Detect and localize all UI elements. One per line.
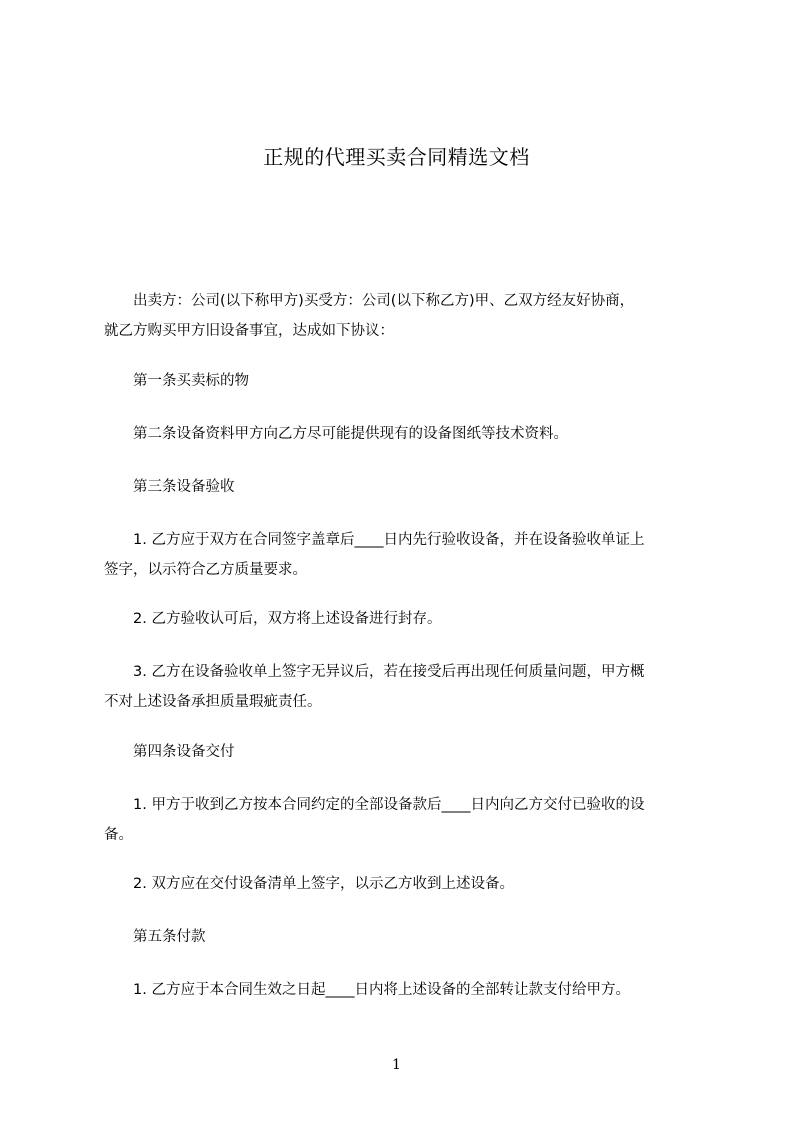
paragraph-line: 第五条付款 <box>104 929 206 945</box>
paragraph-line: 3. 乙方在设备验收单上签字无异议后，若在接受后再出现任何质量问题，甲方概 <box>104 664 645 680</box>
document-title: 正规的代理买卖合同精选文档 <box>263 145 530 169</box>
paragraph-line: 不对上述设备承担质量瑕疵责任。 <box>104 694 322 710</box>
article-1-heading <box>104 366 702 396</box>
paragraph-line: 2. 乙方验收认可后，双方将上述设备进行封存。 <box>104 611 442 627</box>
article-4-item-2 <box>104 869 702 899</box>
paragraph-line: 第二条设备资料甲方向乙方尽可能提供现有的设备图纸等技术资料。 <box>104 426 568 442</box>
article-3-item-2 <box>104 604 702 634</box>
article-3-item-3 <box>104 657 702 717</box>
paragraph-line: 2. 双方应在交付设备清单上签字，以示乙方收到上述设备。 <box>104 876 514 892</box>
paragraph-line: 1. 乙方应于双方在合同签字盖章后____日内先行验收设备，并在设备验收单证上 <box>104 532 645 548</box>
paragraph-line: 就乙方购买甲方旧设备事宜，达成如下协议： <box>104 323 394 339</box>
article-4-heading <box>104 737 702 767</box>
paragraph-line: 1. 甲方于收到乙方按本合同约定的全部设备款后____日内向乙方交付已验收的设 <box>104 797 645 813</box>
article-3-item-1 <box>104 525 702 585</box>
paragraph-line: 备。 <box>104 827 133 843</box>
paragraph-line: 签字，以示符合乙方质量要求。 <box>104 562 307 578</box>
paragraph-line: 1. 乙方应于本合同生效之日起____日内将上述设备的全部转让款支付给甲方。 <box>104 982 630 998</box>
article-2-paragraph <box>104 419 702 449</box>
paragraph-line: 第一条买卖标的物 <box>104 373 249 389</box>
article-5-heading <box>104 922 702 952</box>
paragraph-parties <box>104 286 702 346</box>
paragraph-line: 出卖方：公司(以下称甲方)买受方：公司(以下称乙方)甲、乙双方经友好协商， <box>104 293 635 309</box>
article-5-item-1 <box>104 975 702 1005</box>
article-4-item-1 <box>104 790 702 850</box>
paragraph-line: 第四条设备交付 <box>104 744 235 760</box>
article-3-heading <box>104 472 702 502</box>
page-number: 1 <box>392 1057 401 1073</box>
paragraph-line: 第三条设备验收 <box>104 479 235 495</box>
